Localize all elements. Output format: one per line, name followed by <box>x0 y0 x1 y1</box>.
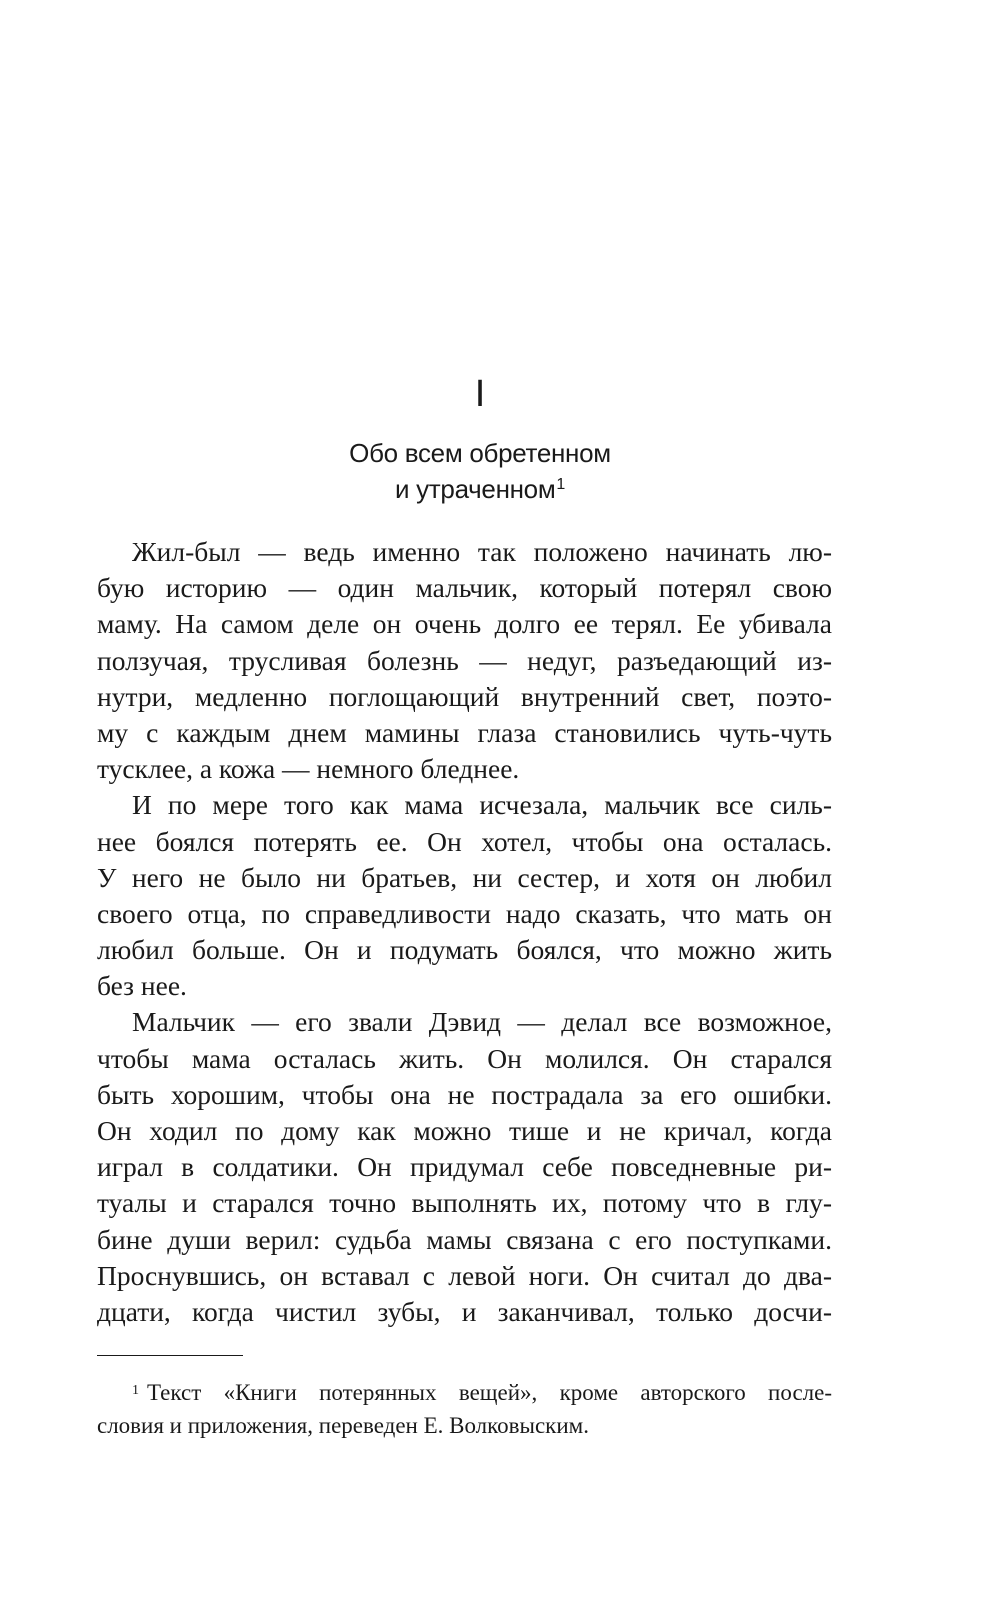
footnote-mark: 1 <box>132 1383 139 1398</box>
title-footnote-mark: 1 <box>556 476 566 494</box>
text-line: нутри, медленно поглощающий внутренний свет, поэто- <box>97 680 832 712</box>
footnote <box>97 1376 832 1442</box>
paragraph-2 <box>97 787 832 1004</box>
text-line: бине души верил: судьба мамы связана с его поступками. <box>97 1223 832 1255</box>
paragraph-1 <box>97 534 832 787</box>
chapter-title-line-2 <box>0 472 960 508</box>
text-line: И по мере того как мама исчезала, мальчик все силь- <box>132 789 832 821</box>
paragraph-3 <box>97 1004 832 1330</box>
text-line: Проснувшись, он вставал с левой ноги. Он считал до два- <box>97 1259 832 1291</box>
footnote-divider <box>97 1355 243 1356</box>
text-line: своего отца, по справедливости надо сказать, что мать он <box>97 897 832 929</box>
text-line: Мальчик — его звали Дэвид — делал все возможное, <box>132 1006 832 1038</box>
chapter-title <box>0 436 960 508</box>
text-line: бую историю — один мальчик, который потерял свою <box>97 572 832 604</box>
footnote-line-1-text: Текст «Книги потерянных вещей», кроме авторского после- <box>147 1380 832 1405</box>
footnote-line-1 <box>97 1376 832 1409</box>
text-line: быть хорошим, чтобы она не пострадала за его ошибки. <box>97 1078 832 1110</box>
text-line: Жил-был — ведь именно так положено начинать лю- <box>132 536 832 567</box>
text-line: У него не было ни братьев, ни сестер, и хотя он любил <box>97 861 832 893</box>
chapter-title-line-2-text: и утраченном <box>394 474 556 505</box>
text-line: нее боялся потерять ее. Он хотел, чтобы она осталась. <box>97 825 832 857</box>
text-line: без нее. <box>97 970 187 1002</box>
footnote-line-2: словия и приложения, переведен Е. Волковыским. <box>97 1413 589 1438</box>
text-line: маму. На самом деле он очень долго ее терял. Ее убивала <box>97 608 832 640</box>
text-line: дцати, когда чистил зубы, и заканчивал, только досчи- <box>97 1295 832 1327</box>
text-line: ползучая, трусливая болезнь — недуг, разъедающий из- <box>97 644 832 676</box>
text-line: туалы и старался точно выполнять их, потому что в глу- <box>97 1187 832 1219</box>
body-text <box>97 534 832 1330</box>
text-line: тусклее, а кожа — немного бледнее. <box>97 753 520 785</box>
text-line: играл в солдатики. Он придумал себе повседневные ри- <box>97 1151 832 1183</box>
chapter-number: I <box>474 373 486 415</box>
text-line: чтобы мама осталась жить. Он молился. Он старался <box>97 1042 832 1074</box>
text-line: му с каждым днем мамины глаза становились чуть-чуть <box>97 716 832 748</box>
text-line: Он ходил по дому как можно тише и не кричал, когда <box>97 1115 832 1146</box>
text-line: любил больше. Он и подумать боялся, что можно жить <box>97 934 832 966</box>
chapter-title-line-1: Обо всем обретенном <box>349 438 611 468</box>
